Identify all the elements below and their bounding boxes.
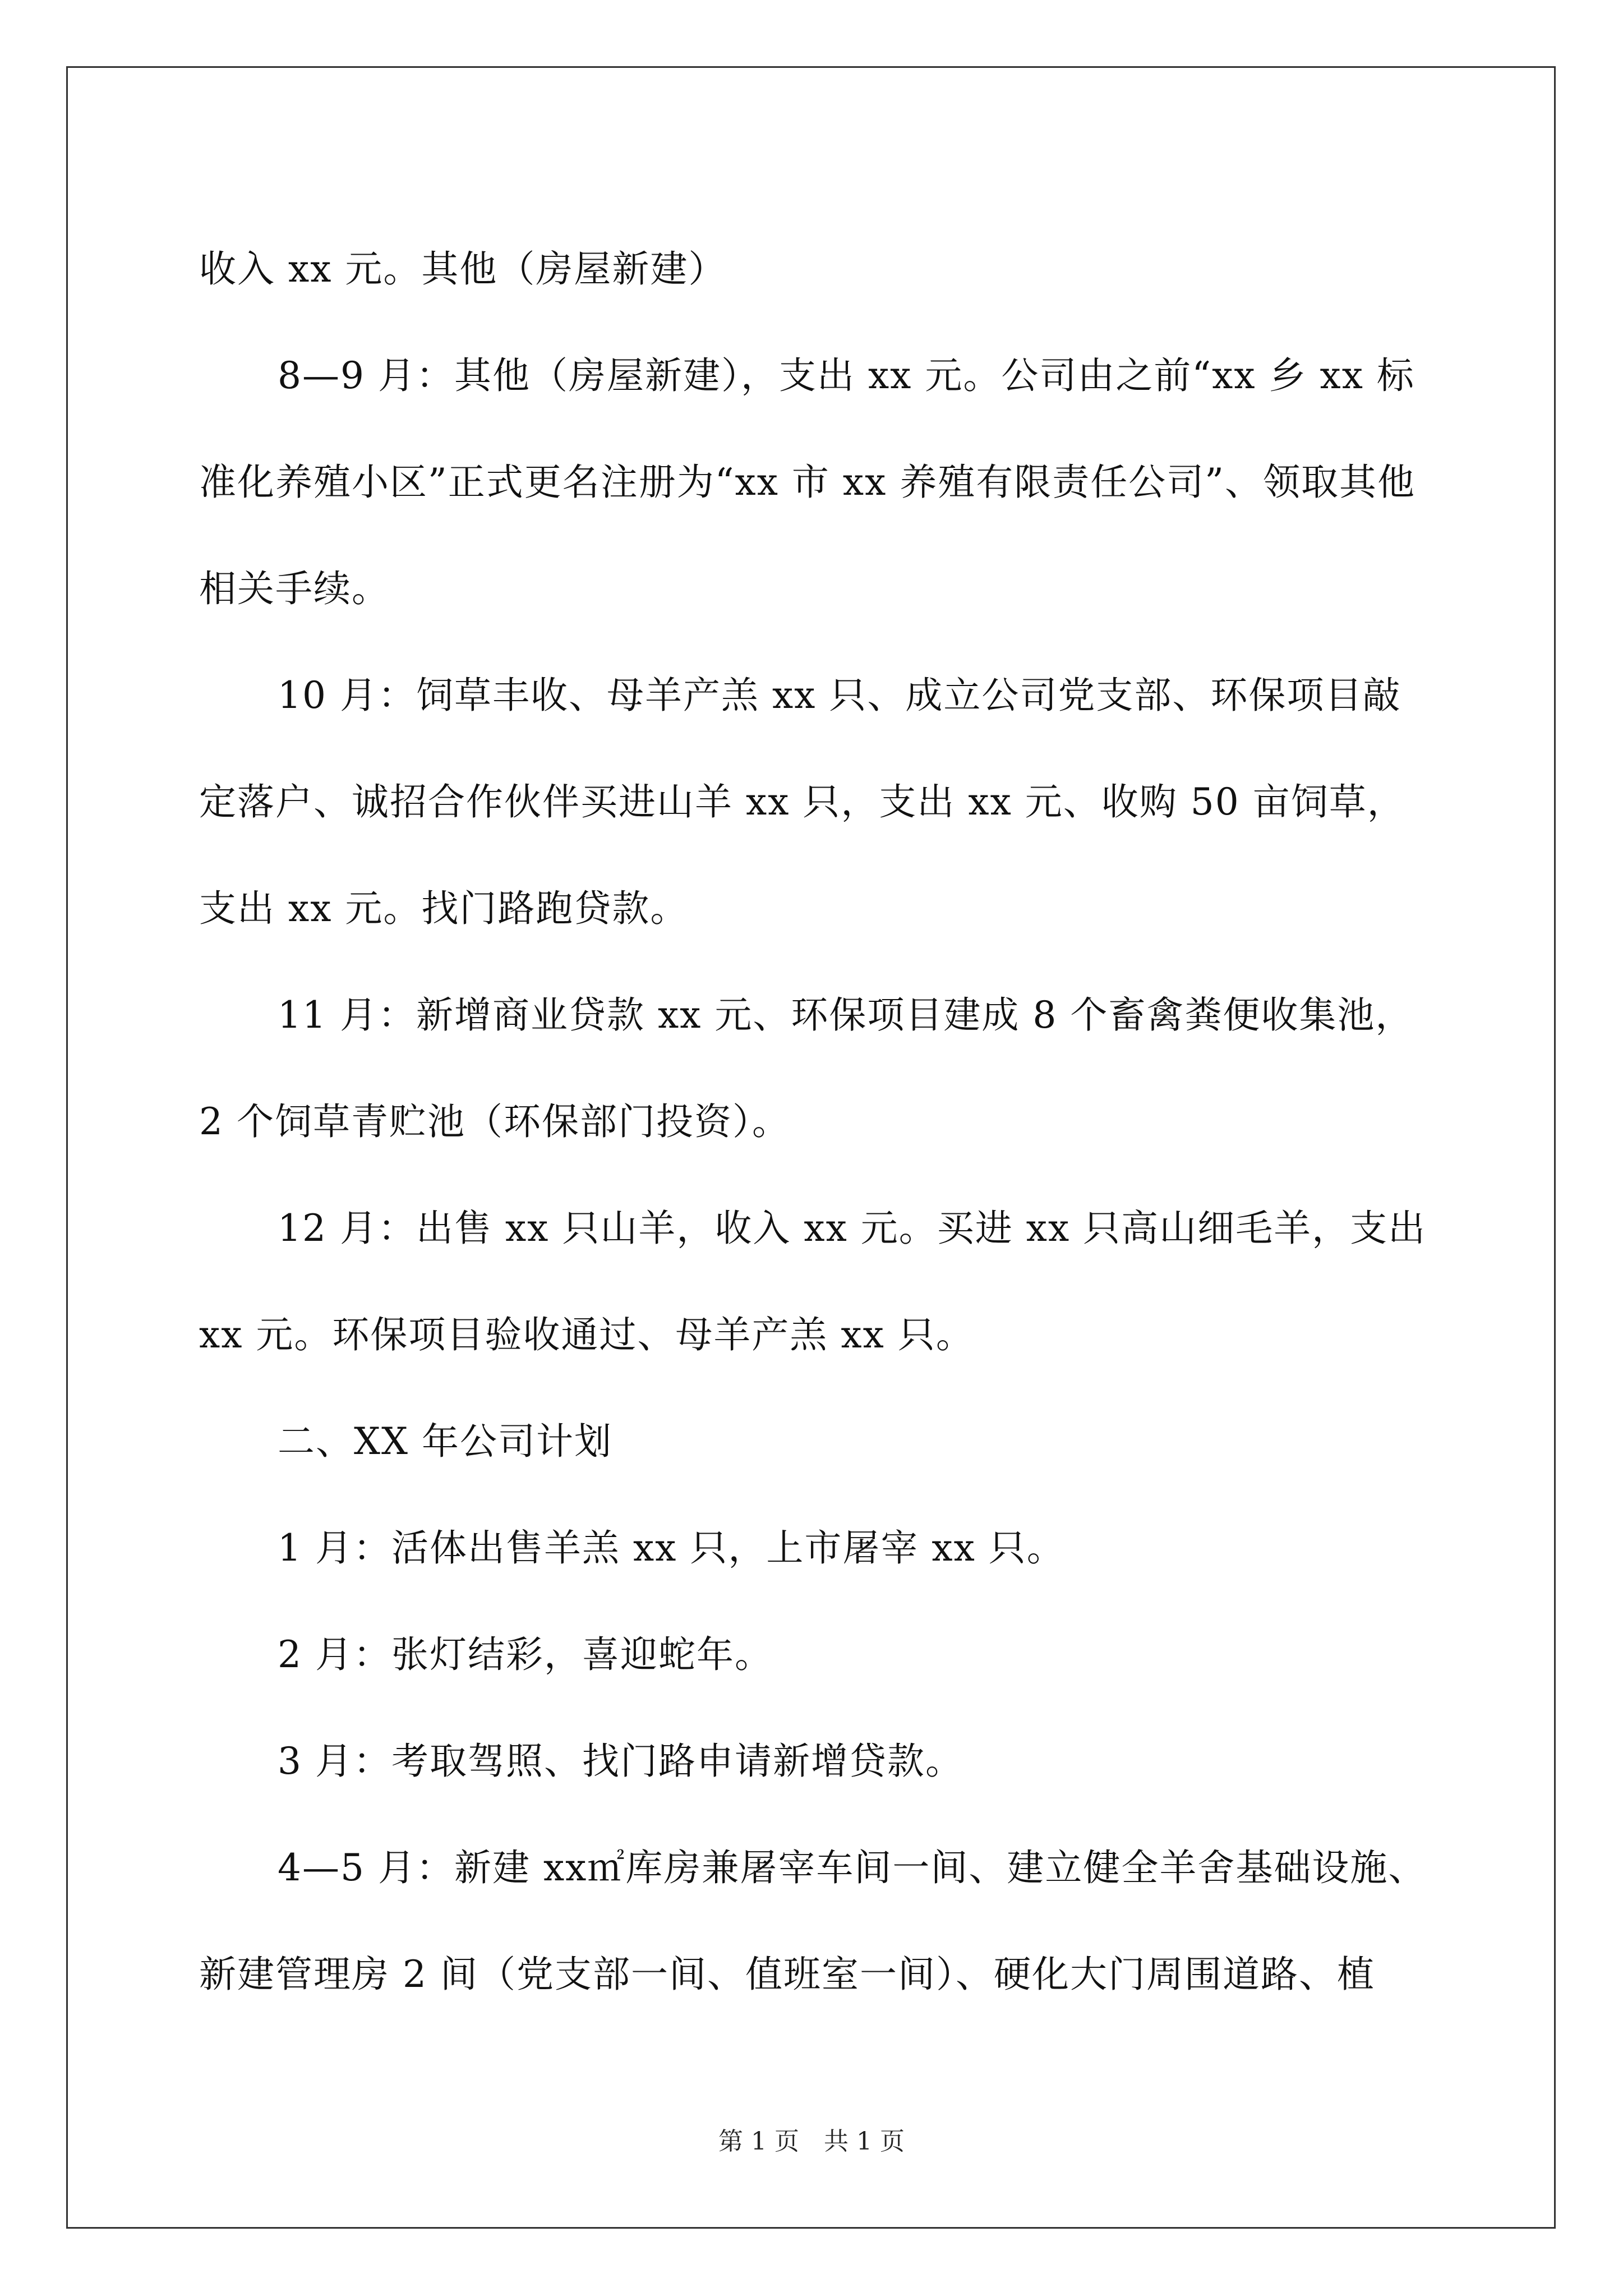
paragraph-1: 收入 xx 元。其他（房屋新建） [199,247,727,291]
paragraph-8: 2 月：张灯结彩，喜迎蛇年。 [278,1633,773,1676]
paragraph-10: 4—5 月：新建 xx㎡库房兼屠宰车间一间、建立健全羊舍基础设施、新建管理房 2 间（党支部一间、值班室一间）、硬化大门周围道路、植 [199,1846,1427,1996]
paragraph-2: 8—9 月：其他（房屋新建），支出 xx 元。公司由之前“xx 乡 xx 标准化养殖小区”正式更名注册为“xx 市 xx 养殖有限责任公司”、领取其他相关手续。 [199,354,1416,610]
paragraph-5: 12 月：出售 xx 只山羊，收入 xx 元。买进 xx 只高山细毛羊，支出 xx 元。环保项目验收通过、母羊产羔 xx 只。 [199,1207,1427,1356]
paragraph-4: 11 月：新增商业贷款 xx 元、环保项目建成 8 个畜禽粪便收集池，2 个饲草青贮池（环保部门投资）。 [199,993,1414,1143]
document-body [199,216,1427,2028]
section-heading: 二、XX 年公司计划 [278,1420,612,1463]
page-footer: 第 1 页 共 1 页 [718,2127,905,2156]
paragraph-9: 3 月：考取驾照、找门路申请新增贷款。 [278,1740,963,1783]
paragraph-3: 10 月：饲草丰收、母羊产羔 xx 只、成立公司党支部、环保项目敲定落户、诚招合作伙伴买进山羊 xx 只，支出 xx 元、收购 50 亩饲草，支出 xx 元。找门路跑贷款。 [199,674,1405,930]
paragraph-7: 1 月：活体出售羊羔 xx 只，上市屠宰 xx 只。 [278,1526,1065,1570]
